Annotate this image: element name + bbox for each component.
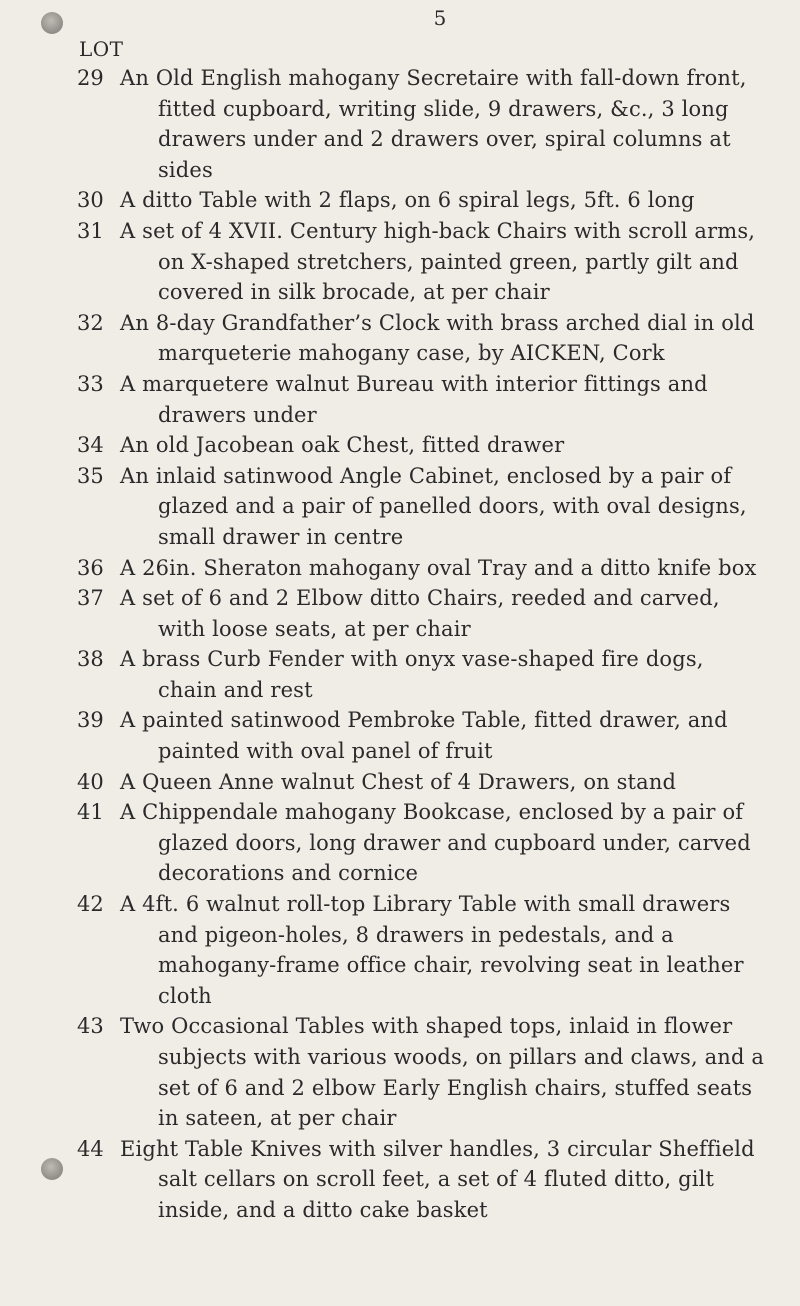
lot-description: A marquetere walnut Bureau with interior fittings and drawers under bbox=[120, 371, 708, 427]
lot-description: A Chippendale mahogany Bookcase, enclosed by a pair of glazed doors, long drawer and cupboard under, carved decorations and cornice bbox=[120, 800, 751, 886]
lot-number: 37 bbox=[77, 586, 104, 611]
lot-description: An old Jacobean oak Chest, fitted drawer bbox=[120, 433, 565, 458]
lot-description: A ditto Table with 2 flaps, on 6 spiral legs, 5ft. 6 long bbox=[120, 188, 695, 213]
lot-number: 32 bbox=[77, 310, 104, 335]
lot-description: Two Occasional Tables with shaped tops, inlaid in flower subjects with various woods, on pillars and claws, and a set of 6 and 2 elbow Early English chairs, stuffed seats in sateen, at per chair bbox=[120, 1014, 765, 1131]
lot-number: 29 bbox=[77, 66, 104, 90]
lot-entry bbox=[77, 644, 767, 705]
lot-description: An Old English mahogany Secretaire with fall-down front, fitted cupboard, writing slide, 9 drawers, &c., 3 long drawers under and 2 drawers over, spiral columns at sides bbox=[120, 66, 747, 182]
lot-description: An inlaid satinwood Angle Cabinet, enclosed by a pair of glazed and a pair of panelled doors, with oval designs, small drawer in centre bbox=[120, 463, 747, 549]
lot-entry bbox=[77, 797, 767, 889]
lot-entry bbox=[77, 461, 767, 553]
lot-number: 33 bbox=[77, 371, 104, 396]
lot-number: 30 bbox=[77, 188, 104, 213]
lot-entry bbox=[77, 705, 767, 766]
lot-entry bbox=[77, 889, 767, 1011]
lot-number: 41 bbox=[77, 800, 104, 825]
lot-description: A 26in. Sheraton mahogany oval Tray and a ditto knife box bbox=[120, 555, 757, 580]
lot-entry bbox=[77, 185, 767, 216]
lot-entry bbox=[77, 63, 767, 185]
lot-description: A painted satinwood Pembroke Table, fitted drawer, and painted with oval panel of fruit bbox=[120, 708, 728, 764]
binder-hole bbox=[41, 1158, 63, 1180]
lot-number: 38 bbox=[77, 647, 104, 672]
lot-number: 31 bbox=[77, 218, 104, 243]
lot-entry bbox=[77, 1134, 767, 1226]
lot-number: 44 bbox=[77, 1136, 104, 1161]
lot-description: A set of 6 and 2 Elbow ditto Chairs, reeded and carved, with loose seats, at per chair bbox=[120, 586, 720, 641]
lot-description: A brass Curb Fender with onyx vase-shaped fire dogs, chain and rest bbox=[120, 647, 704, 702]
lot-entry bbox=[77, 1011, 767, 1133]
lot-number: 40 bbox=[77, 769, 104, 794]
lot-list bbox=[77, 63, 767, 1226]
lot-entry bbox=[77, 553, 767, 584]
lot-entry bbox=[77, 308, 767, 369]
lot-number: 35 bbox=[77, 463, 104, 488]
lot-description: An 8-day Grandfather’s Clock with brass arched dial in old marqueterie mahogany case, by AICKEN, Cork bbox=[120, 310, 755, 366]
page-number: 5 bbox=[433, 6, 447, 30]
lot-entry bbox=[77, 583, 767, 644]
lot-number: 36 bbox=[77, 555, 104, 580]
lot-description: A 4ft. 6 walnut roll-top Library Table with small drawers and pigeon-holes, 8 drawers in pedestals, and a mahogany-frame office chair, revolving seat in leather cloth bbox=[120, 892, 744, 1008]
lot-description: A Queen Anne walnut Chest of 4 Drawers, on stand bbox=[120, 769, 677, 794]
lot-entry bbox=[77, 216, 767, 308]
lot-description: A set of 4 XVII. Century high-back Chairs with scroll arms, on X-shaped stretchers, painted green, partly gilt and covered in silk brocade, at per chair bbox=[120, 218, 756, 305]
lot-number: 42 bbox=[77, 892, 104, 917]
lot-entry bbox=[77, 369, 767, 430]
lot-column-heading: LOT bbox=[79, 37, 124, 61]
lot-number: 43 bbox=[77, 1014, 104, 1039]
lot-description: Eight Table Knives with silver handles, 3 circular Sheffield salt cellars on scroll feet, a set of 4 fluted ditto, gilt inside, and a ditto cake basket bbox=[120, 1136, 755, 1222]
lot-number: 39 bbox=[77, 708, 104, 733]
lot-entry bbox=[77, 767, 767, 798]
lot-number: 34 bbox=[77, 433, 104, 458]
lot-entry bbox=[77, 430, 767, 461]
